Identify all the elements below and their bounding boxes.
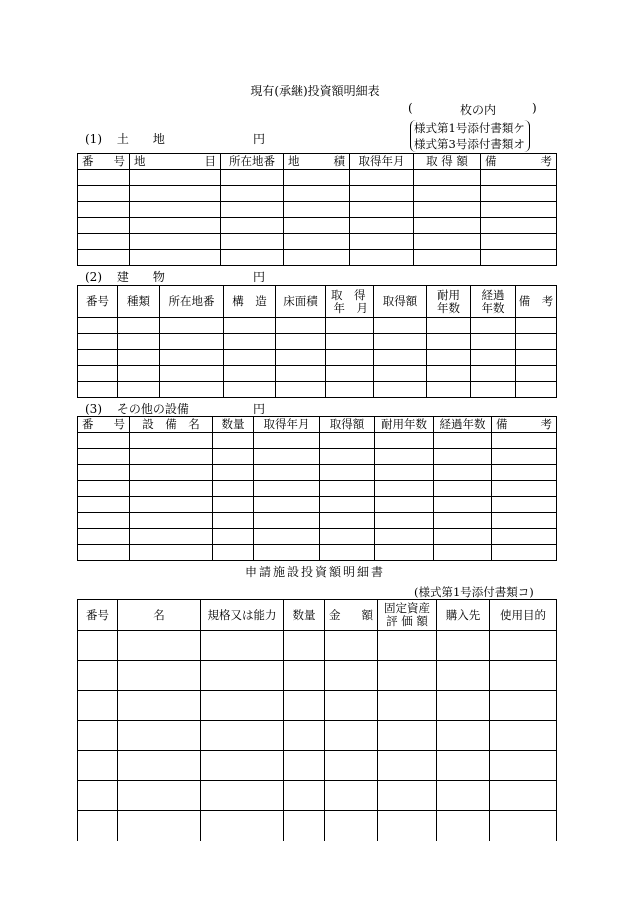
- sheet-count-close: ): [532, 101, 537, 115]
- building-header-remarks: 備 考: [516, 286, 557, 318]
- section-3-heading: [85, 400, 189, 417]
- table-row: [78, 234, 557, 250]
- equipment-header-acquired: 取得年月: [254, 417, 320, 433]
- table-row: [78, 631, 557, 661]
- table-row: [78, 382, 557, 398]
- application-header-supplier: 購入先: [437, 600, 490, 631]
- building-header-structure: 構 造: [224, 286, 276, 318]
- equipment-header-number: 番 号: [78, 417, 130, 433]
- table-row: [78, 481, 557, 497]
- building-table: [77, 285, 557, 398]
- section-3-name: その他の設備: [116, 402, 189, 416]
- section-2-number: (2): [85, 270, 102, 284]
- table-row: [78, 691, 557, 721]
- sheet-count-open: (: [408, 101, 413, 115]
- table-row: [78, 218, 557, 234]
- section-1-heading: [85, 130, 165, 147]
- application-table: [77, 599, 557, 841]
- table-row: [78, 529, 557, 545]
- land-header-number: 番 号: [78, 154, 130, 170]
- form-reference-bracket: [410, 120, 530, 152]
- table-row: [78, 449, 557, 465]
- equipment-table: [77, 416, 557, 561]
- section-3-unit: 円: [253, 402, 266, 416]
- equipment-header-quantity: 数量: [213, 417, 254, 433]
- section-2-heading: [85, 268, 165, 285]
- land-header-area: 地 積: [284, 154, 350, 170]
- table-row: [78, 721, 557, 751]
- building-header-type: 種類: [118, 286, 160, 318]
- table-row: [78, 661, 557, 691]
- section-1-number: (1): [85, 132, 102, 146]
- table-row: [78, 465, 557, 481]
- application-header-number: 番号: [78, 600, 118, 631]
- building-header-floor-area: 床面積: [276, 286, 326, 318]
- table-row: [78, 497, 557, 513]
- sheet-count-text: 枚の内: [460, 103, 497, 117]
- table-row: [78, 350, 557, 366]
- table-row: [78, 202, 557, 218]
- sheet-count: [408, 101, 548, 115]
- table-row: [78, 751, 557, 781]
- table-row: [78, 318, 557, 334]
- land-header-acquired: 取得年月: [350, 154, 414, 170]
- table-row: [78, 366, 557, 382]
- application-header-purpose: 使用目的: [490, 600, 557, 631]
- application-header-spec: 規格又は能力: [201, 600, 284, 631]
- table-row: [78, 513, 557, 529]
- equipment-header-useful-life: 耐用年数: [375, 417, 434, 433]
- building-header-number: 番号: [78, 286, 118, 318]
- section-3-number: (3): [85, 402, 102, 416]
- land-header-remarks: 備 考: [481, 154, 557, 170]
- equipment-header-amount: 取得額: [320, 417, 375, 433]
- application-header-amount: 金 額: [325, 600, 378, 631]
- table-row: [78, 781, 557, 811]
- section-2-name: 建 物: [116, 270, 165, 284]
- section-1-name: 土 地: [116, 132, 165, 146]
- land-header-amount: 取 得 額: [414, 154, 481, 170]
- table-row: [78, 250, 557, 266]
- section-1-unit: 円: [253, 132, 266, 146]
- form-ref-2: 様式第3号添付書類オ: [414, 137, 525, 151]
- building-header-useful-life: 耐用 年数: [427, 286, 471, 318]
- building-header-elapsed: 経過 年数: [471, 286, 516, 318]
- section-2-unit: 円: [253, 270, 266, 284]
- document-title: 現有(承継)投資額明細表: [250, 84, 380, 98]
- application-header-valuation: 固定資産 評 価 額: [378, 600, 437, 631]
- equipment-header-remarks: 備 考: [492, 417, 557, 433]
- land-table: [77, 153, 557, 266]
- equipment-header-name: 設 備 名: [130, 417, 213, 433]
- application-title: 申請施設投資額明細書: [244, 565, 385, 579]
- table-row: [78, 545, 557, 561]
- land-header-location: 所在地番: [221, 154, 284, 170]
- table-row: [78, 433, 557, 449]
- application-header-quantity: 数量: [284, 600, 325, 631]
- building-header-amount: 取得額: [374, 286, 427, 318]
- form-ref-1: 様式第1号添付書類ケ: [414, 121, 525, 135]
- application-header-name: 名: [118, 600, 201, 631]
- table-row: [78, 170, 557, 186]
- equipment-header-elapsed: 経過年数: [434, 417, 492, 433]
- table-row: [78, 334, 557, 350]
- building-header-acquired: 取 得 年 月: [326, 286, 374, 318]
- table-row: [78, 811, 557, 841]
- building-header-location: 所在地番: [160, 286, 224, 318]
- land-header-category: 地 目: [130, 154, 221, 170]
- application-form-ref: (様式第1号添付書類コ): [414, 585, 534, 599]
- table-row: [78, 186, 557, 202]
